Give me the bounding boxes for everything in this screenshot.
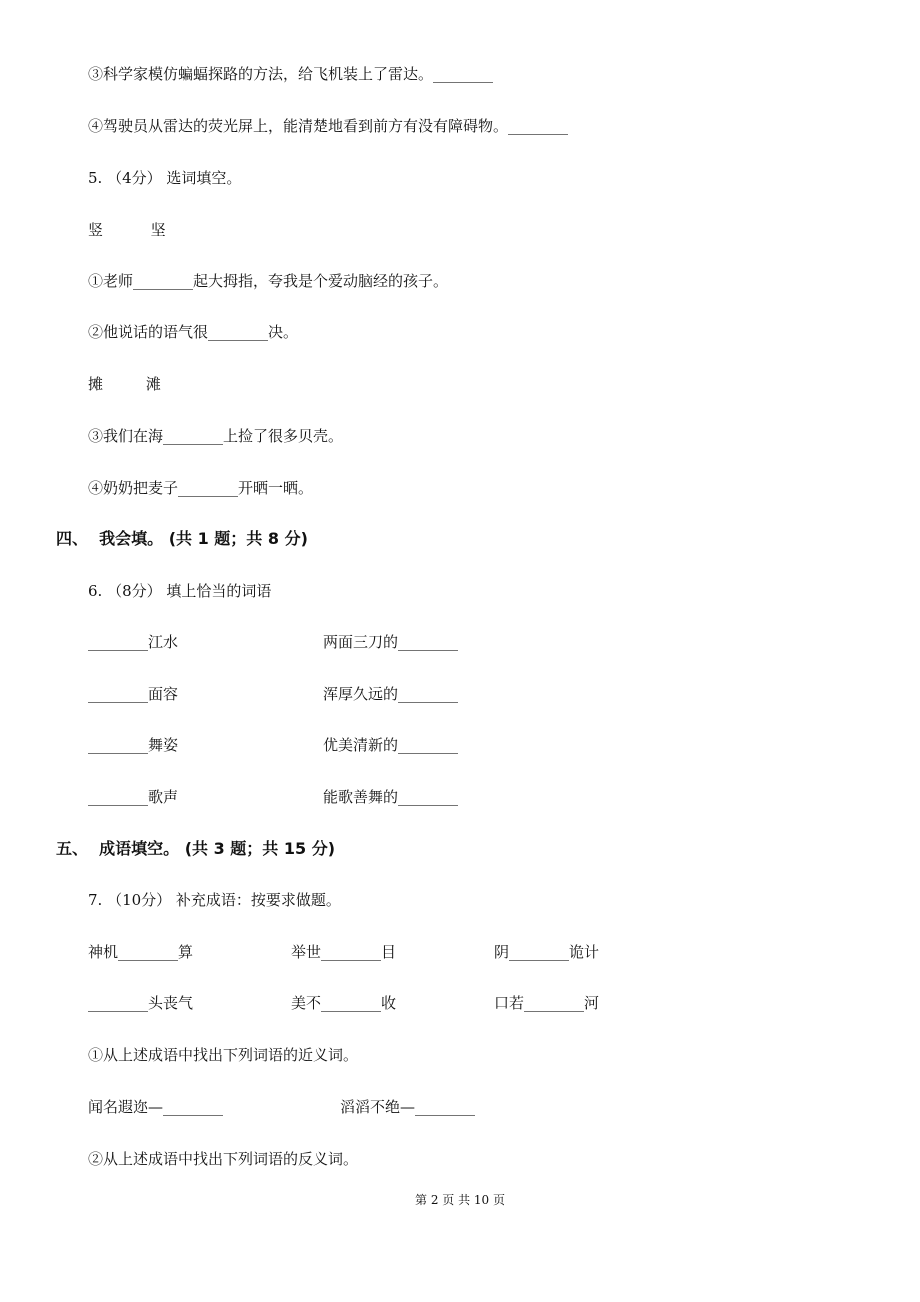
section-4-heading: 四、 我会填。 (共 1 题；共 8 分) [56, 529, 308, 548]
section-5-heading: 五、 成语填空。 (共 3 题；共 15 分) [56, 839, 336, 858]
q7-idiom-5: 美不________收 [291, 994, 397, 1012]
q7-title: 7. （10分） 补充成语：按要求做题。 [88, 891, 341, 909]
q7-synonym-1: 闻名遐迩—________ [88, 1098, 224, 1116]
q7-synonym-2: 滔滔不绝—________ [340, 1098, 476, 1116]
q5-word-group-2: 摊 滩 [88, 375, 161, 393]
page-footer: 第 2 页 共 10 页 [415, 1193, 505, 1207]
q7-idiom-4: ________头丧气 [88, 994, 194, 1012]
q5-item-3: ③我们在海________上捡了很多贝壳。 [88, 427, 344, 445]
q7-sub-1: ①从上述成语中找出下列词语的近义词。 [88, 1046, 359, 1064]
q6-left-4: ________歌声 [88, 788, 179, 806]
q5-item-4: ④奶奶把麦子________开晒一晒。 [88, 479, 314, 497]
q7-idiom-3: 阴________诡计 [494, 943, 600, 961]
q6-right-4: 能歌善舞的________ [323, 788, 459, 806]
q6-left-1: ________江水 [88, 633, 179, 651]
q4-item-4: ④驾驶员从雷达的荧光屏上，能清楚地看到前方有没有障碍物。________ [88, 117, 569, 135]
q6-left-3: ________舞姿 [88, 736, 179, 754]
q7-idiom-6: 口若________河 [494, 994, 600, 1012]
q7-idiom-2: 举世________目 [291, 943, 397, 961]
q6-right-3: 优美清新的________ [323, 736, 459, 754]
q4-item-3: ③科学家模仿蝙蝠探路的方法，给飞机装上了雷达。________ [88, 65, 494, 83]
q5-item-2: ②他说话的语气很________决。 [88, 323, 299, 341]
q6-right-1: 两面三刀的________ [323, 633, 459, 651]
q5-title: 5. （4分） 选词填空。 [88, 169, 242, 187]
q6-title: 6. （8分） 填上恰当的词语 [88, 582, 272, 600]
q5-word-group-1: 竖 坚 [88, 221, 166, 239]
q6-right-2: 浑厚久远的________ [323, 685, 459, 703]
q7-idiom-1: 神机________算 [88, 943, 194, 961]
q5-item-1: ①老师________起大拇指，夸我是个爱动脑经的孩子。 [88, 272, 449, 290]
q7-sub-2: ②从上述成语中找出下列词语的反义词。 [88, 1150, 359, 1168]
q6-left-2: ________面容 [88, 685, 179, 703]
